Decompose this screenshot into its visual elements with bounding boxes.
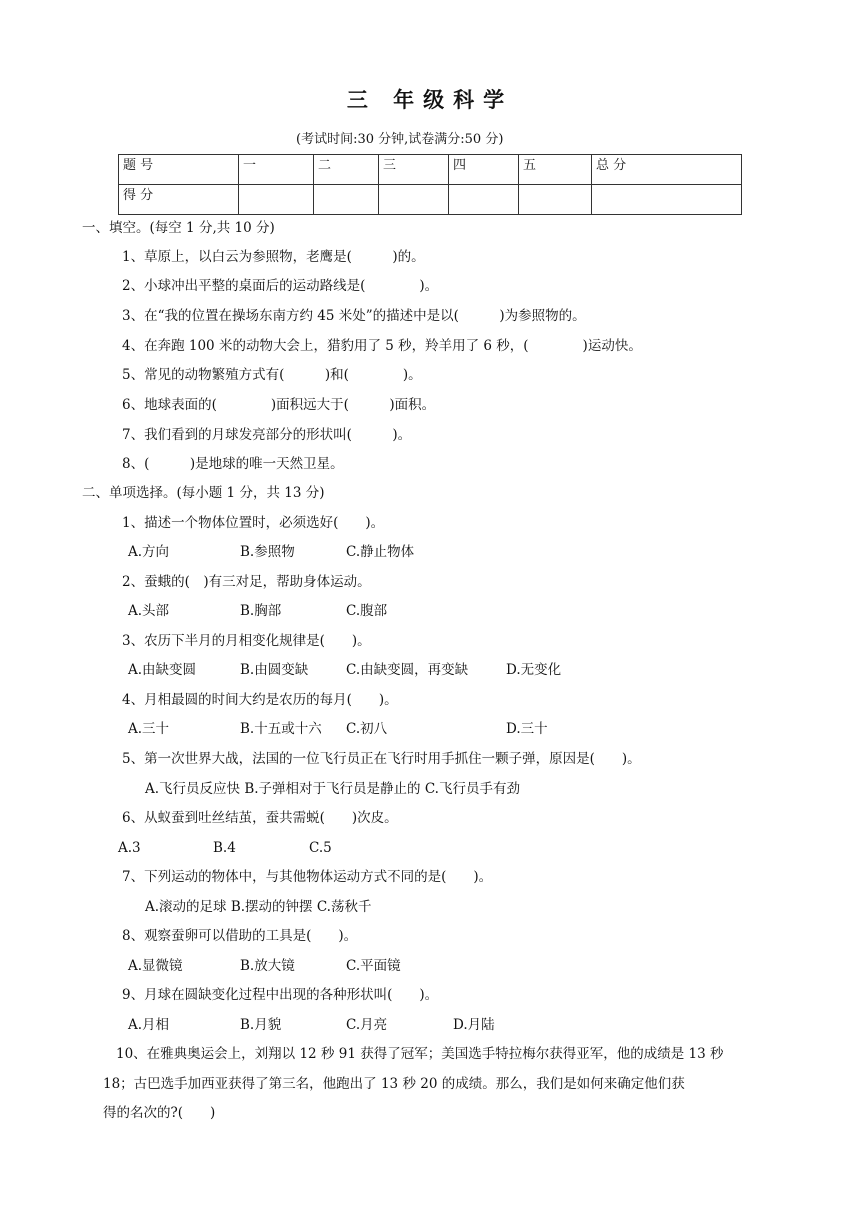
option-b[interactable]: B.放大镜 xyxy=(240,958,295,974)
fill-question: 2、小球冲出平整的桌面后的运动路线是( )。 xyxy=(122,278,439,294)
option-a[interactable]: A.由缺变圆 xyxy=(128,662,197,678)
fill-question: 7、我们看到的月球发亮部分的形状叫( )。 xyxy=(122,427,412,443)
score-cell[interactable] xyxy=(449,185,519,215)
fill-question: 3、在“我的位置在操场东南方约 45 米处”的描述中是以( )为参照物的。 xyxy=(122,308,586,324)
choice-question-line: 得的名次的?( ) xyxy=(103,1105,216,1121)
choice-question: 9、月球在圆缺变化过程中出现的各种形状叫( )。 xyxy=(122,987,439,1003)
option-b[interactable]: B.参照物 xyxy=(240,544,295,560)
score-header-cell: 五 xyxy=(519,155,592,185)
option-a[interactable]: A.显微镜 xyxy=(128,958,183,974)
score-header-cell: 总 分 xyxy=(592,155,742,185)
score-cell[interactable] xyxy=(379,185,449,215)
score-header-cell: 题 号 xyxy=(119,155,239,185)
option-c[interactable]: C.初八 xyxy=(346,721,388,737)
choice-question: 7、下列运动的物体中，与其他物体运动方式不同的是( )。 xyxy=(122,869,493,885)
page-title: 三 年级科学 xyxy=(346,87,514,112)
choice-question-line: 18；古巴选手加西亚获得了第三名，他跑出了 13 秒 20 的成绩。那么，我们是如何来确定他们获 xyxy=(103,1076,685,1092)
option-a[interactable]: A.三十 xyxy=(128,721,170,737)
choice-question: 5、第一次世界大战，法国的一位飞行员正在飞行时用手抓住一颗子弹，原因是( )。 xyxy=(122,751,641,767)
score-header-cell: 四 xyxy=(449,155,519,185)
option-a[interactable]: A.月相 xyxy=(128,1017,170,1033)
option-c[interactable]: C.5 xyxy=(309,840,332,856)
option-c[interactable]: C.月亮 xyxy=(346,1017,388,1033)
option-b[interactable]: B.由圆变缺 xyxy=(240,662,309,678)
score-header-cell: 一 xyxy=(239,155,314,185)
option-b[interactable]: B.十五或十六 xyxy=(240,721,322,737)
option-a[interactable]: A.头部 xyxy=(128,603,170,619)
option-c[interactable]: C.平面镜 xyxy=(346,958,401,974)
choice-question: 4、月相最圆的时间大约是农历的每月( )。 xyxy=(122,692,398,708)
fill-question: 6、地球表面的( )面积远大于( )面积。 xyxy=(122,397,436,413)
option-c[interactable]: C.腹部 xyxy=(346,603,388,619)
option-d[interactable]: D.三十 xyxy=(506,721,548,737)
choice-question: 3、农历下半月的月相变化规律是( )。 xyxy=(122,633,371,649)
option-d[interactable]: D.无变化 xyxy=(506,662,562,678)
fill-question: 8、( )是地球的唯一天然卫星。 xyxy=(122,456,344,472)
score-row-label: 得 分 xyxy=(119,185,239,215)
choice-question-line: 10、在雅典奥运会上，刘翔以 12 秒 91 获得了冠军；美国选手特拉梅尔获得亚军，他的成绩是 13 秒 xyxy=(116,1046,724,1062)
section1-heading: 一、填空。(每空 1 分,共 10 分) xyxy=(82,220,275,236)
score-cell[interactable] xyxy=(519,185,592,215)
score-cell[interactable] xyxy=(314,185,379,215)
section2-heading: 二、单项选择。(每小题 1 分，共 13 分) xyxy=(82,485,325,501)
choice-question: 8、观察蚕卵可以借助的工具是( )。 xyxy=(122,928,358,944)
choice-options[interactable]: A.滚动的足球 B.摆动的钟摆 C.荡秋千 xyxy=(145,899,372,915)
fill-question: 5、常见的动物繁殖方式有( )和( )。 xyxy=(122,367,422,383)
score-table xyxy=(118,154,742,215)
exam-info: (考试时间:30 分钟,试卷满分:50 分) xyxy=(296,132,504,147)
choice-question: 2、蚕蛾的( )有三对足，帮助身体运动。 xyxy=(122,574,371,590)
option-a[interactable]: A.方向 xyxy=(128,544,170,560)
option-c[interactable]: C.由缺变圆，再变缺 xyxy=(346,662,469,678)
option-b[interactable]: B.胸部 xyxy=(240,603,282,619)
choice-question: 1、描述一个物体位置时，必须选好( )。 xyxy=(122,515,385,531)
score-table-header-row xyxy=(119,155,742,185)
option-b[interactable]: B.4 xyxy=(213,840,236,856)
score-header-cell: 二 xyxy=(314,155,379,185)
score-cell[interactable] xyxy=(239,185,314,215)
score-cell[interactable] xyxy=(592,185,742,215)
option-c[interactable]: C.静止物体 xyxy=(346,544,415,560)
choice-question: 6、从蚁蚕到吐丝结茧，蚕共需蜕( )次皮。 xyxy=(122,810,398,826)
fill-question: 1、草原上，以白云为参照物，老鹰是( )的。 xyxy=(122,249,425,265)
option-a[interactable]: A.3 xyxy=(118,840,141,856)
score-header-cell: 三 xyxy=(379,155,449,185)
score-table-score-row xyxy=(119,185,742,215)
option-d[interactable]: D.月陆 xyxy=(453,1017,495,1033)
option-b[interactable]: B.月貌 xyxy=(240,1017,282,1033)
fill-question: 4、在奔跑 100 米的动物大会上，猎豹用了 5 秒，羚羊用了 6 秒，( )运动快。 xyxy=(122,338,642,354)
choice-options[interactable]: A.飞行员反应快 B.子弹相对于飞行员是静止的 C.飞行员手有劲 xyxy=(145,781,520,797)
